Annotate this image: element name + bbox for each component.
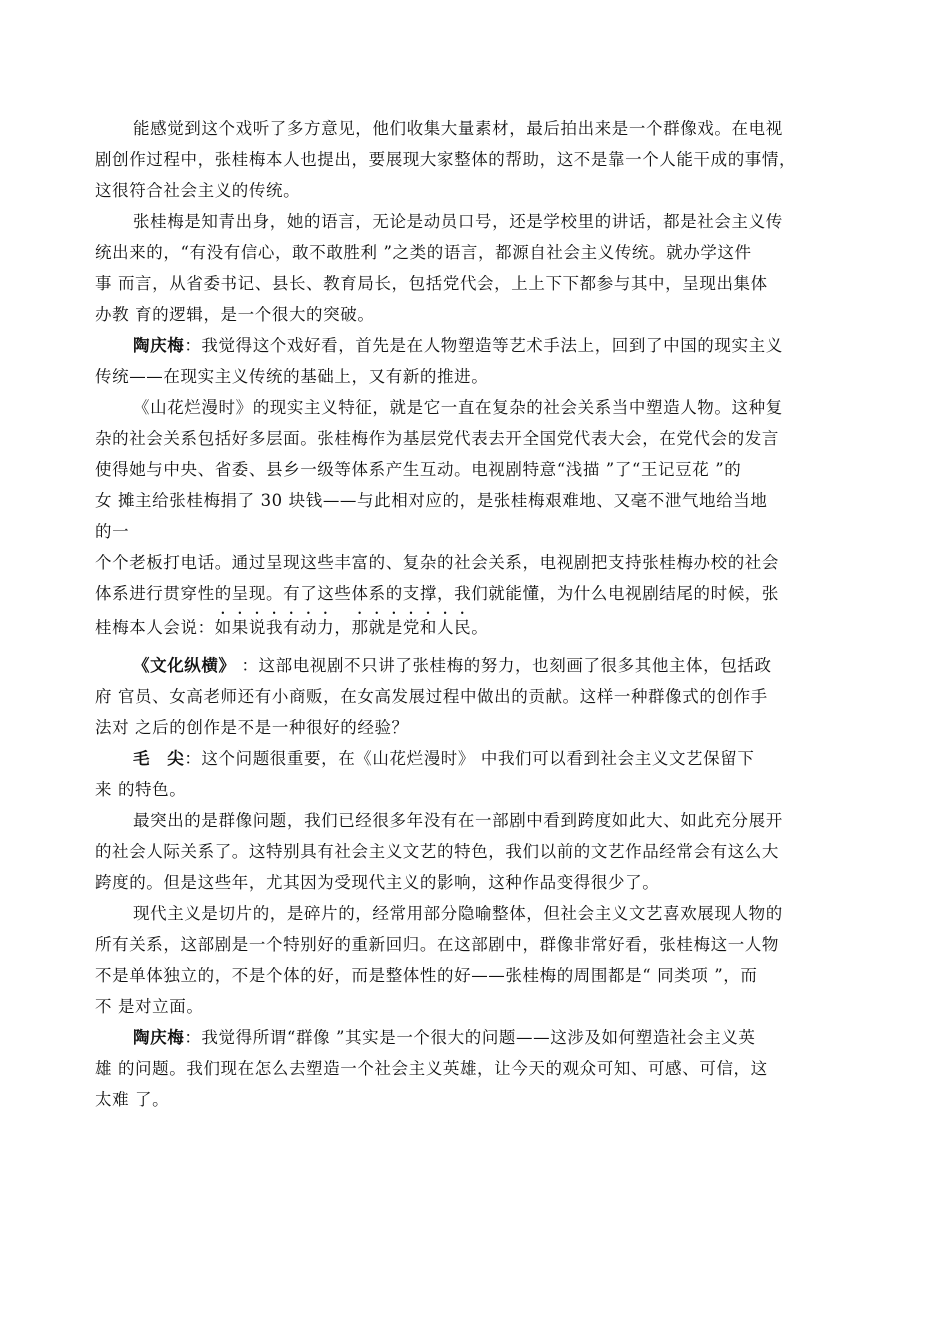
text-line: 太难 了。 (95, 1090, 170, 1109)
text-fragment: 桂梅本人会说： (95, 618, 215, 637)
text-line: 能感觉到这个戏听了多方意见，他们收集大量素材，最后拍出来是一个群像戏。在电视 (133, 119, 783, 138)
text-line: 这很符合社会主义的传统。 (95, 181, 301, 200)
text-fragment: 。 (471, 618, 489, 637)
article-body (95, 113, 860, 1115)
text-line: 的社会人际关系了。这特别具有社会主义文艺的特色，我们以前的文艺作品经常会有这么大 (95, 842, 779, 861)
text-line: 《山花烂漫时》的现实主义特征，就是它一直在复杂的社会关系当中塑造人物。这种复 (133, 398, 783, 417)
text-line: 杂的社会关系包括好多层面。张桂梅作为基层党代表去开全国党代表大会，在党代会的发言 (95, 429, 779, 448)
speaker-name: 陶庆梅 (133, 1028, 185, 1047)
paragraph (95, 392, 860, 640)
speaker-name: 毛 尖 (133, 749, 185, 768)
text-line: 最突出的是群像问题，我们已经很多年没有在一部剧中看到跨度如此大、如此充分展开 (133, 811, 783, 830)
text-line: 来 的特色。 (95, 780, 187, 799)
text-line (95, 1022, 860, 1053)
text-line (95, 609, 860, 640)
text-line: 传统——在现实主义传统的基础上，又有新的推进。 (95, 367, 489, 386)
text-line: 现代主义是切片的，是碎片的，经常用部分隐喻整体，但社会主义文艺喜欢展现人物的 (133, 904, 783, 923)
text-line: 不是单体独立的，不是个体的好，而是整体性的好——张桂梅的周围都是“ 同类项 ”，而 (95, 966, 758, 985)
text-line: 不 是对立面。 (95, 997, 204, 1016)
speech-text: ：这部电视剧不只讲了张桂梅的努力，也刻画了很多其他主体，包括政 (235, 656, 772, 675)
paragraph (95, 113, 860, 206)
paragraph (95, 898, 860, 1022)
speaker-paragraph (95, 330, 860, 392)
text-line: 法对 之后的创作是不是一种很好的经验？ (95, 718, 409, 737)
speaker-paragraph (95, 743, 860, 805)
text-line: 体系进行贯穿性的呈现。有了这些体系的支撑，我们就能懂，为什么电视剧结尾的时候，张 (95, 584, 779, 603)
speaker-paragraph (95, 1022, 860, 1115)
text-line: 事 而言，从省委书记、县长、教育局长，包括党代会，上上下下都参与其中，呈现出集体 (95, 274, 768, 293)
text-line: 女 摊主给张桂梅捐了 30 块钱——与此相对应的，是张桂梅艰难地、又毫不泄气地给当地 (95, 491, 768, 510)
speech-text: ：我觉得这个戏好看，首先是在人物塑造等艺术手法上，回到了中国的现实主义 (184, 336, 783, 355)
text-line: 所有关系，这部剧是一个特别好的重新回归。在这部剧中，群像非常好看，张桂梅这一人物 (95, 935, 779, 954)
text-line: 使得她与中央、省委、县乡一级等体系产生互动。电视剧特意“浅描 ”了“王记豆花 ”的 (95, 460, 742, 479)
emphasized-quote: 那就是党和人民 (351, 618, 472, 637)
speaker-name: 《文化纵横》 (133, 656, 236, 675)
speaker-name: 陶庆梅 (133, 336, 185, 355)
paragraph (95, 206, 860, 330)
text-line: 的一 (95, 522, 130, 541)
text-line (95, 330, 860, 361)
paragraph (95, 805, 860, 898)
speech-text: ：我觉得所谓“群像 ”其实是一个很大的问题——这涉及如何塑造社会主义英 (184, 1028, 756, 1047)
text-line: 统出来的，“有没有信心，敢不敢胜利 ”之类的语言，都源自社会主义传统。就办学这件 (95, 243, 752, 262)
speaker-paragraph (95, 650, 860, 743)
text-line: 剧创作过程中，张桂梅本人也提出，要展现大家整体的帮助，这不是靠一个人能干成的事情， (95, 150, 797, 169)
text-line: 雄 的问题。我们现在怎么去塑造一个社会主义英雄，让今天的观众可知、可感、可信，这 (95, 1059, 768, 1078)
text-line: 办教 育的逻辑，是一个很大的突破。 (95, 305, 375, 324)
text-line (95, 743, 860, 774)
text-line: 跨度的。但是这些年，尤其因为受现代主义的影响，这种作品变得很少了。 (95, 873, 660, 892)
text-fragment: ， (334, 618, 352, 637)
text-line: 府 官员、女高老师还有小商贩，在女高发展过程中做出的贡献。这样一种群像式的创作手 (95, 687, 768, 706)
text-line: 张桂梅是知青出身，她的语言，无论是动员口号，还是学校里的讲话，都是社会主义传 (133, 212, 783, 231)
text-line (95, 650, 860, 681)
text-line: 个个老板打电话。通过呈现这些丰富的、复杂的社会关系，电视剧把支持张桂梅办校的社会 (95, 553, 779, 572)
speech-text: ：这个问题很重要，在《山花烂漫时》 中我们可以看到社会主义文艺保留下 (184, 749, 755, 768)
emphasized-quote: 如果说我有动力 (214, 618, 335, 637)
